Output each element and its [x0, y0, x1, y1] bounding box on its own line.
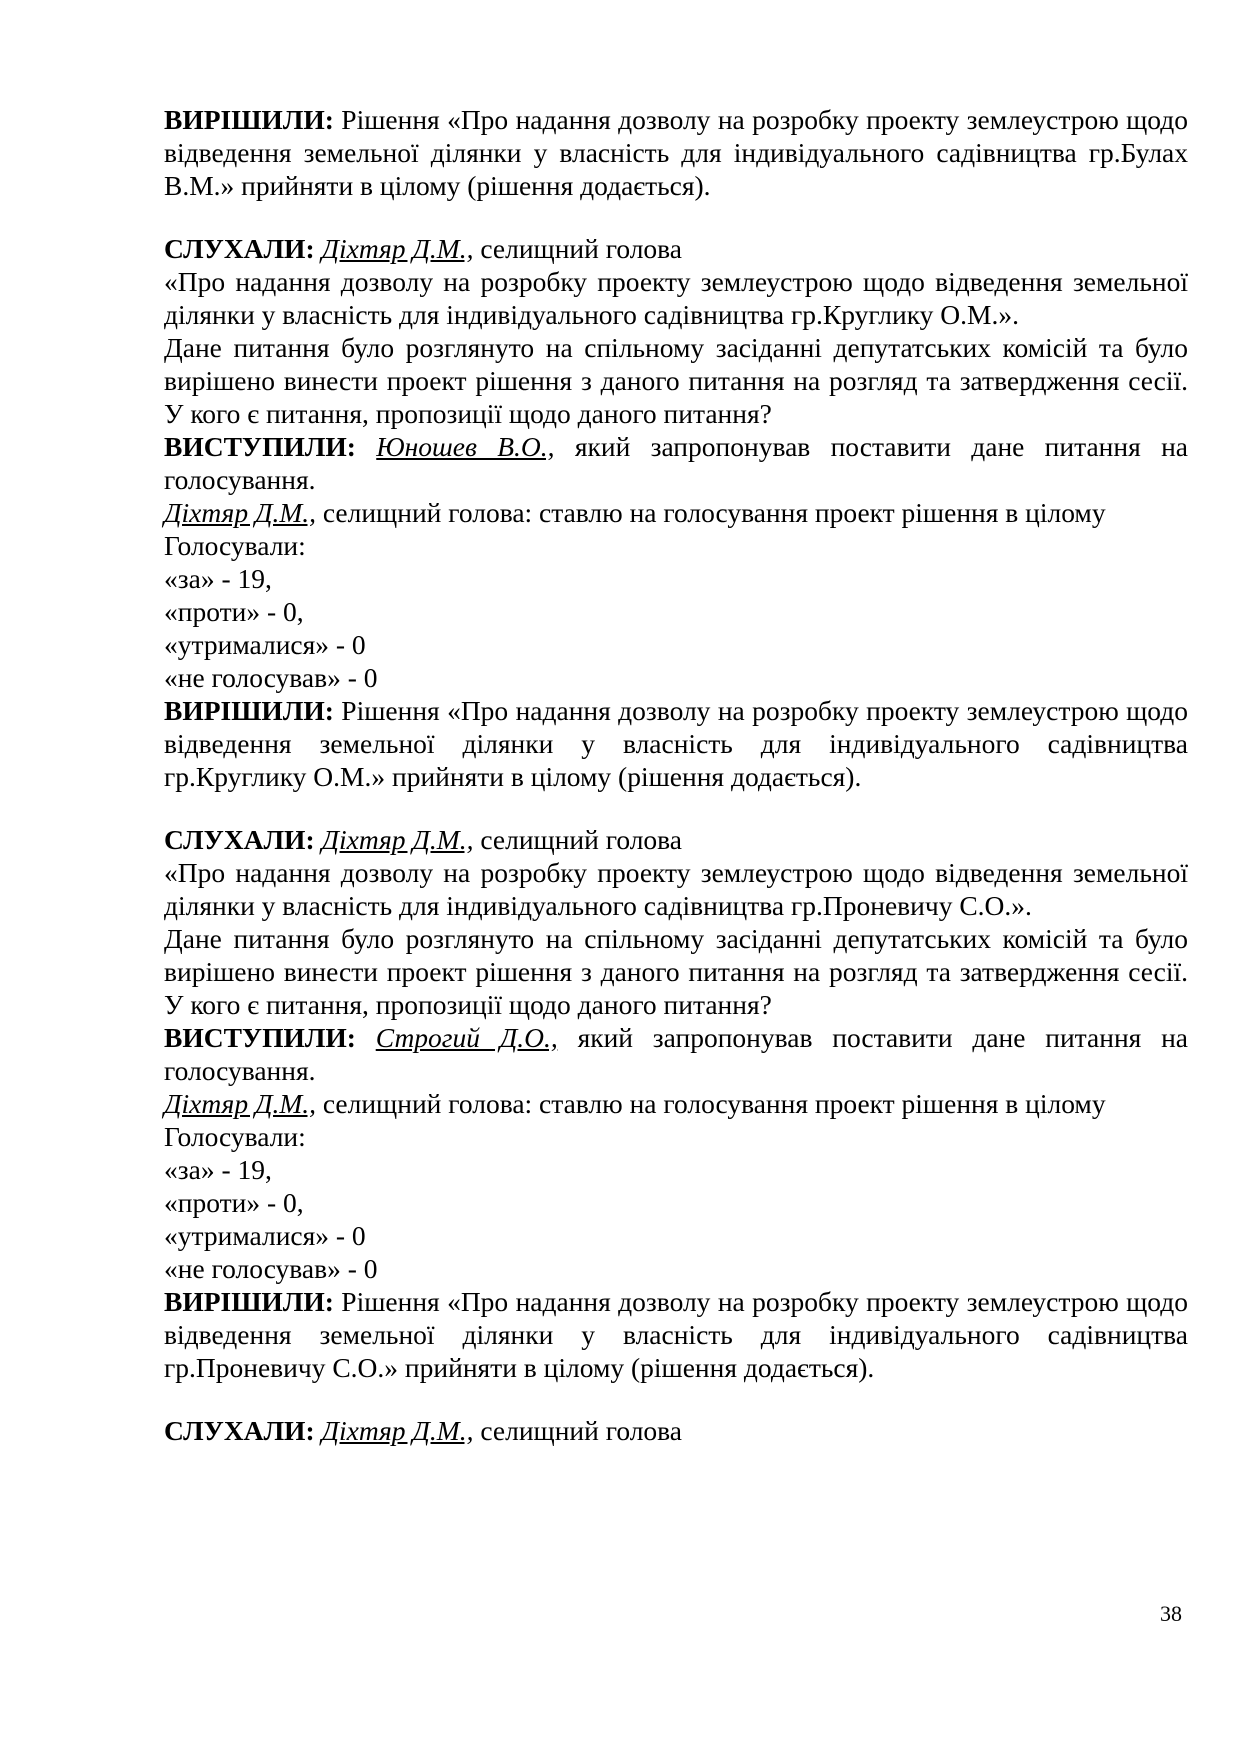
vote-for: «за» - 19, [164, 1154, 272, 1185]
heard-speaker-name: Діхтяр Д.М., [321, 233, 474, 264]
chair-name: Діхтяр Д.М., [164, 497, 316, 528]
spoke-speaker-name: Юношев В.О., [376, 431, 555, 462]
discussion-paragraph: Дане питання було розглянуто на спільному засіданні депутатських комісій та було вирішено винести проект рішення з даного питання на розгляд та затвердження сесії. У кого є питання, пропозиції щодо даного питання? [164, 332, 1188, 429]
heard-line [164, 232, 1188, 265]
spoke-paragraph [164, 430, 1188, 496]
section-gap [164, 1384, 1188, 1414]
decision-paragraph [164, 694, 1188, 793]
spoke-paragraph [164, 1021, 1188, 1087]
heard-line [164, 823, 1188, 856]
heard-label: СЛУХАЛИ: [164, 1415, 315, 1446]
decision-paragraph [164, 103, 1188, 202]
page-number: 38 [1160, 1601, 1182, 1626]
vote-abstain: «утрималися» - 0 [164, 1220, 366, 1251]
spoke-label: ВИСТУПИЛИ: [164, 431, 356, 462]
section-gap [164, 793, 1188, 823]
heard-speaker-name: Діхтяр Д.М., [321, 824, 474, 855]
vote-abstain: «утрималися» - 0 [164, 629, 366, 660]
heard-speaker-name: Діхтяр Д.М., [321, 1415, 474, 1446]
topic-paragraph: «Про надання дозволу на розробку проекту землеустрою щодо відведення земельної ділянки у власність для індивідуального садівництва гр.Проневичу С.О.». [164, 857, 1188, 921]
topic-paragraph: «Про надання дозволу на розробку проекту землеустрою щодо відведення земельної ділянки у власність для індивідуального садівництва гр.Круглику О.М.». [164, 266, 1188, 330]
heard-speaker-role: селищний голова [480, 233, 683, 264]
voted-label: Голосували: [164, 530, 306, 561]
vote-against: «проти» - 0, [164, 1187, 304, 1218]
heard-label: СЛУХАЛИ: [164, 233, 315, 264]
vote-against: «проти» - 0, [164, 596, 304, 627]
chair-text: селищний голова: ставлю на голосування проект рішення в цілому [322, 497, 1106, 528]
spoke-label: ВИСТУПИЛИ: [164, 1022, 356, 1053]
document-page [164, 103, 1188, 1447]
vote-not-voted: «не голосував» - 0 [164, 1253, 378, 1284]
heard-speaker-role: селищний голова [480, 1415, 683, 1446]
decided-text: Рішення «Про надання дозволу на розробку проекту землеустрою щодо відведення земельної ділянки у власність для індивідуального садівництва гр.Круглику О.М.» прийняти в цілому (рішення додається). [164, 695, 1189, 792]
heard-line [164, 1414, 1188, 1447]
decided-label: ВИРІШИЛИ: [164, 1286, 334, 1317]
decided-text: Рішення «Про надання дозволу на розробку проекту землеустрою щодо відведення земельної ділянки у власність для індивідуального садівництва гр.Булах В.М.» прийняти в цілому (рішення додається). [164, 104, 1189, 201]
chair-text: селищний голова: ставлю на голосування проект рішення в цілому [322, 1088, 1106, 1119]
decided-text: Рішення «Про надання дозволу на розробку проекту землеустрою щодо відведення земельної ділянки у власність для індивідуального садівництва гр.Проневичу С.О.» прийняти в цілому (рішення додається). [164, 1286, 1189, 1383]
spoke-speaker-name: Строгий Д.О., [375, 1022, 558, 1053]
spoke-text: який запропонував поставити дане питання на голосування. [164, 431, 1188, 495]
decided-label: ВИРІШИЛИ: [164, 695, 334, 726]
discussion-paragraph: Дане питання було розглянуто на спільному засіданні депутатських комісій та було вирішено винести проект рішення з даного питання на розгляд та затвердження сесії. У кого є питання, пропозиції щодо даного питання? [164, 923, 1188, 1020]
decided-label: ВИРІШИЛИ: [164, 104, 334, 135]
vote-not-voted: «не голосував» - 0 [164, 662, 378, 693]
chair-name: Діхтяр Д.М., [164, 1088, 316, 1119]
spoke-text: який запропонував поставити дане питання на голосування. [164, 1022, 1189, 1086]
voted-label: Голосували: [164, 1121, 306, 1152]
heard-speaker-role: селищний голова [480, 824, 683, 855]
chair-line [164, 1087, 1188, 1120]
vote-for: «за» - 19, [164, 563, 272, 594]
chair-line [164, 496, 1188, 529]
section-gap [164, 202, 1188, 232]
decision-paragraph [164, 1285, 1188, 1384]
heard-label: СЛУХАЛИ: [164, 824, 315, 855]
